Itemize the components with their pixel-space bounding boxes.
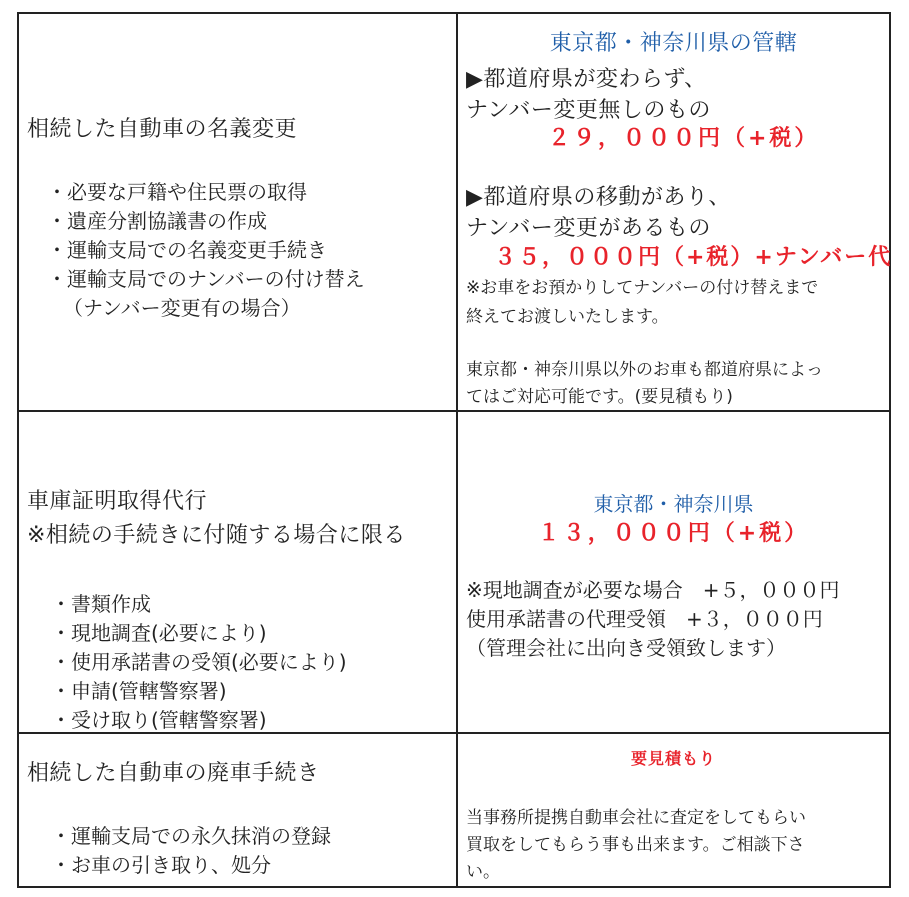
row1-case1-line2: ナンバー変更無しのもの [466,98,711,123]
row2-item: ・現地調査(必要により) [51,621,267,645]
row2-item: ・書類作成 [51,592,151,616]
row1-item: ・運輸支局での名義変更手続き [47,238,327,262]
row1-title: 相続した自動車の名義変更 [27,117,298,142]
row-divider-1 [19,410,889,412]
row2-price: １３，０００円（+税） [537,521,810,546]
row2-title: 車庫証明取得代行 [27,489,208,514]
row2-subtitle: ※相続の手続きに付随する場合に限る [27,523,406,548]
row1-item: （ナンバー変更有の場合） [63,296,301,320]
row3-desc-line2: 買取をしてもらう事も出来ます。ご相談下さ [466,835,805,855]
row3-desc-line3: い。 [466,862,500,882]
row1-item: ・必要な戸籍や住民票の取得 [47,180,307,204]
row1-case1-price: ２９，０００円（+税） [548,126,820,151]
row2-extra-3: （管理会社に出向き受領致します） [466,636,786,660]
row3-item: ・運輸支局での永久抹消の登録 [51,824,331,848]
row1-note2-line2: てはご対応可能です。(要見積もり) [466,387,733,407]
row3-estimate: 要見積もり [630,749,716,768]
row2-extra-1: ※現地調査が必要な場合 +５，０００円 [466,578,840,602]
row2-item: ・申請(管轄警察署) [51,679,227,703]
row1-jurisdiction: 東京都・神奈川県の管轄 [549,31,798,56]
row1-note2-line1: 東京都・神奈川県以外のお車も都道府県によっ [466,360,823,380]
row1-case2-line2: ナンバー変更があるもの [466,216,711,241]
row1-note1-line2: 終えてお渡しいたします。 [466,307,669,327]
row3-title: 相続した自動車の廃車手続き [27,761,320,786]
row2-item: ・使用承諾書の受領(必要により) [51,650,347,674]
row1-item: ・遺産分割協議書の作成 [47,209,267,233]
row3-desc-line1: 当事務所提携自動車会社に査定をしてもらい [466,808,806,828]
row1-case1-line1: ▶都道府県が変わらず、 [466,67,707,92]
row1-case2-line1: ▶都道府県の移動があり、 [466,185,731,210]
row2-jurisdiction: 東京都・神奈川県 [593,492,754,516]
row1-note1-line1: ※お車をお預かりしてナンバーの付け替えまで [466,278,819,298]
row1-case2-price: ３５，０００円（+税）+ナンバー代 [494,245,893,270]
row2-item: ・受け取り(管轄警察署) [51,708,267,732]
row2-extra-2: 使用承諾書の代理受領 +３，０００円 [466,607,823,631]
row1-item: ・運輸支局でのナンバーの付け替え [47,267,365,291]
row3-item: ・お車の引き取り、処分 [51,853,271,877]
